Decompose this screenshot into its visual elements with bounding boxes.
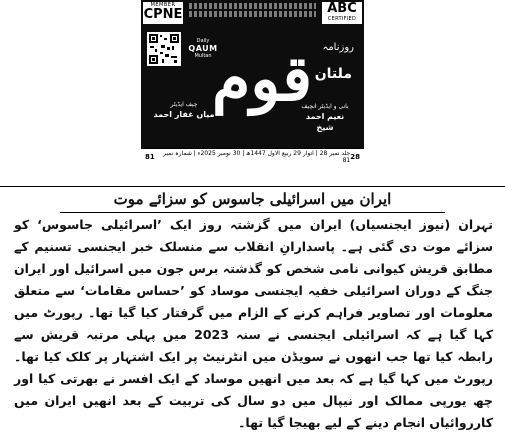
chief-editor-name: میاں غفار احمد xyxy=(153,110,215,119)
founder-name: نعیم احمد شیخ xyxy=(305,112,345,132)
date-line: جلد نمبر 28 | اتوار 29 ربیع الاول 1447ھ | 30 نومبر 2025ء | شمارہ نمبر 81 xyxy=(162,150,351,164)
article-headline: ایران میں اسرائیلی جاسوس کو سزائے موت xyxy=(60,190,445,213)
multan-english-label: Multan xyxy=(194,53,212,59)
rozname-label: روزنامہ xyxy=(322,42,354,53)
qaum-english-title: QAUM xyxy=(188,44,218,53)
issue-info-bar xyxy=(141,148,364,165)
abc-certified-label: CERTIFIED xyxy=(327,16,357,22)
daily-label: Daily xyxy=(196,38,210,44)
city-label: ملتان xyxy=(314,66,352,82)
issue-number: 81 xyxy=(145,153,155,161)
section-divider xyxy=(0,186,505,187)
founder-block xyxy=(296,103,354,133)
cpne-label: CPNE xyxy=(143,7,183,22)
cpne-badge xyxy=(143,2,183,24)
chief-editor-role: چیف ایڈیٹر xyxy=(170,101,198,108)
article-paragraph: تہران (نیوز ایجنسیاں) ایران میں گزشتہ روز ایک ’اسرائیلی جاسوس‘ کو سزائے موت دی گئی ہے۔ پاسدارانِ انقلاب سے منسلک خبر ایجنسی تسنیم کے مطابق قریش کیوانی نامی شخص کو گذشتہ برس جون میں اسرائیل اور ایران جنگ کے دوران اسرائیلی خفیہ ایجنسی موساد کو ’حساس مقامات‘ سے متعلق معلومات اور تصاویر فراہم کرنے کے الزام میں گرفتار کیا گیا تھا۔ رپورٹ میں کہا گیا ہے کہ اسرائیلی ایجنسی نے سنہ 2023 میں پہلی مرتبہ قریش سے رابطہ کیا تھا جب انھوں نے سویڈن میں انٹرنیٹ پر ایک اشتہار پر کلک کیا تھا۔ رپورٹ میں کہا گیا ہے کہ بعد میں انھیں موساد کے ایک افسر نے بھرتی کیا اور چھ یورپی ممالک اور نیپال میں دو سال کی تربیت کے بعد انھیں ایران میں کارروائیاں انجام دینے کے لیے بھیجا گیا تھا۔ xyxy=(14,217,493,430)
founder-role: بانی و ایڈیٹر انچیف xyxy=(301,103,349,110)
abc-label: ABC xyxy=(327,1,357,16)
qr-code-icon xyxy=(147,32,181,66)
masthead-small-print xyxy=(189,3,316,19)
masthead-top-strip xyxy=(141,0,364,24)
chief-editor-block xyxy=(151,100,217,121)
article-body xyxy=(14,214,493,430)
abc-badge xyxy=(322,2,362,24)
cpne-member-label: MEMBER xyxy=(150,2,176,8)
qaum-urdu-title: قوم xyxy=(211,42,313,115)
masthead xyxy=(141,0,364,165)
volume-number: 28 xyxy=(350,153,360,161)
